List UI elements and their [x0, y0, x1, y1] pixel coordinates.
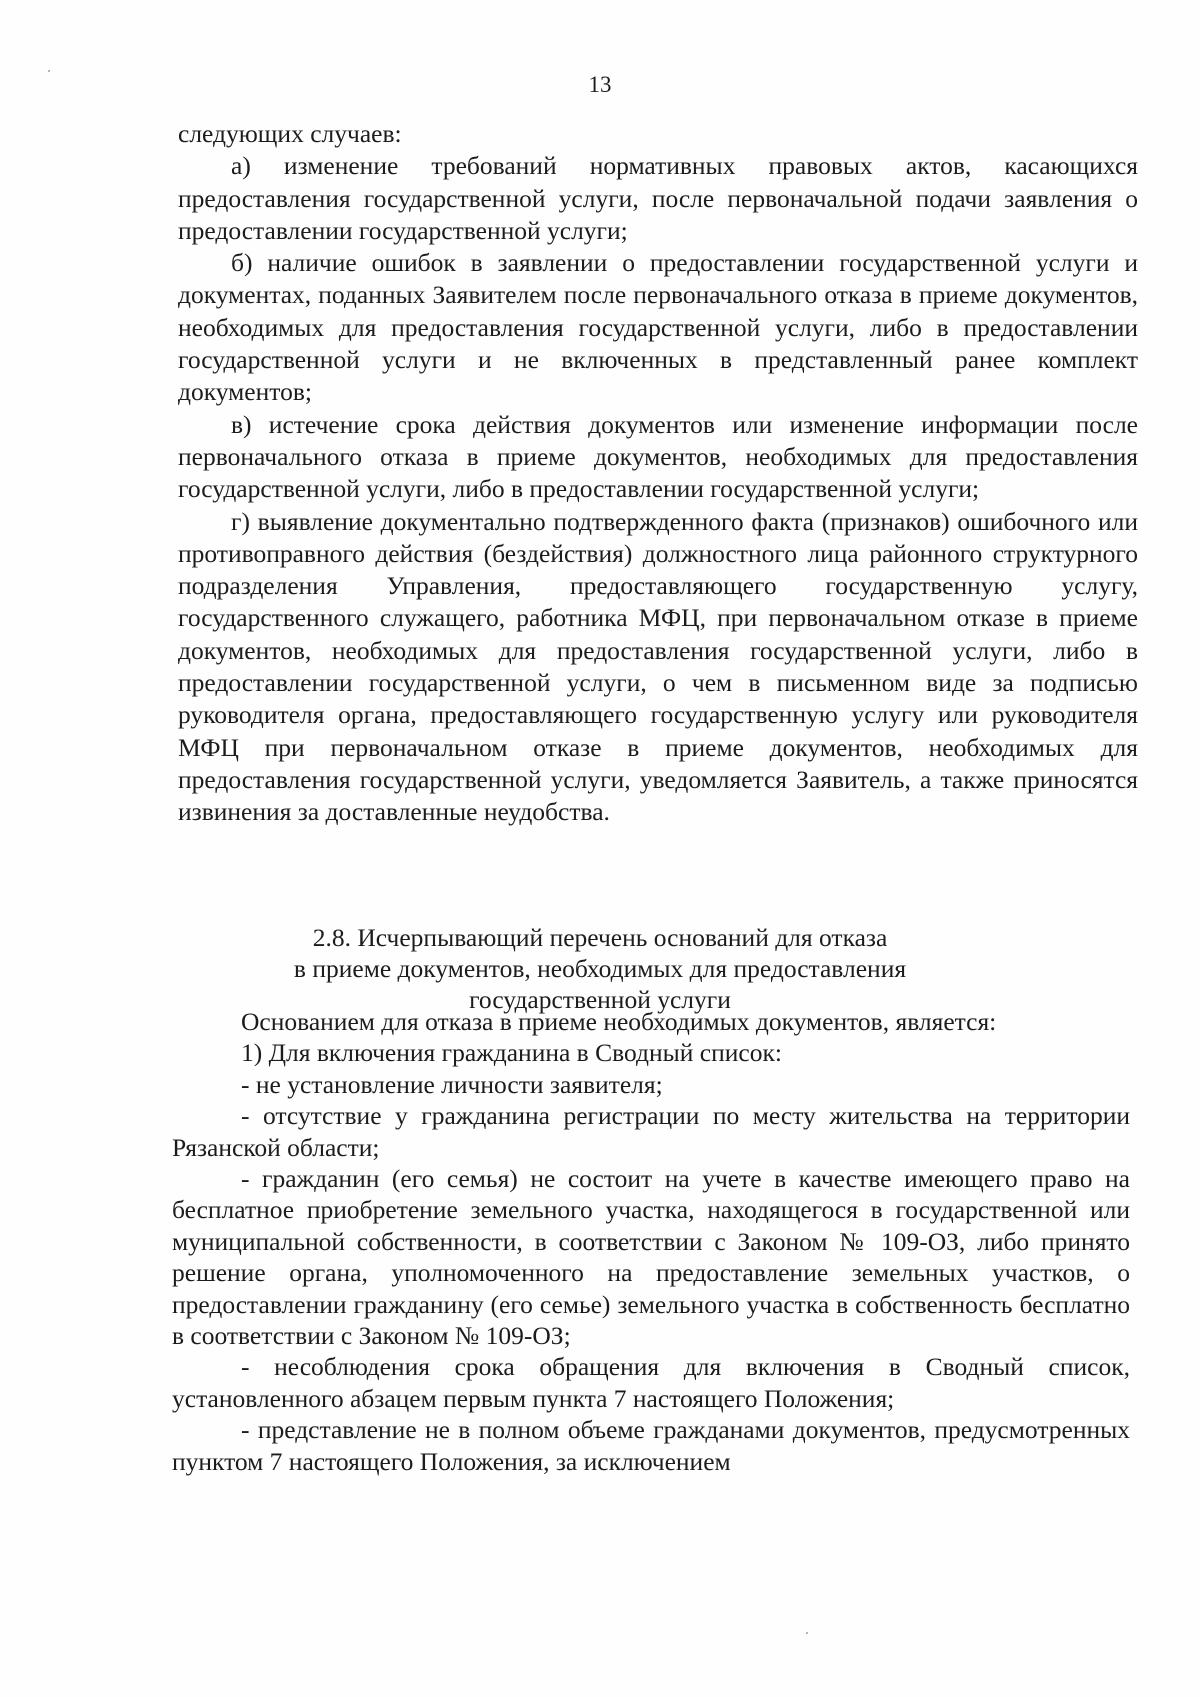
section-heading [200, 922, 1000, 1015]
text-block-cases [178, 118, 1138, 829]
text-block-grounds [172, 1006, 1130, 1477]
page-number: 13 [588, 72, 612, 97]
paragraph-case-a: а) изменение требований нормативных правовых актов, касающихся предоставления государственной услуги, после первоначальной подачи заявления о предоставлении государственной услуги; [178, 151, 1138, 245]
scan-speck [48, 70, 50, 72]
scan-speck [806, 1632, 808, 1634]
paragraph-case-b: б) наличие ошибок в заявлении о предоставлении государственной услуги и документах, поданных Заявителем после первоначального отказа в приеме документов, необходимых для предоставления государственной услуги, либо в предоставлении государственной услуги и не включенных в представленный ранее комплект документов; [178, 248, 1138, 407]
heading-line: государственной услуги [469, 985, 731, 1014]
heading-line: 2.8. Исчерпывающий перечень оснований для отказа [312, 923, 888, 952]
list-item: - несоблюдения срока обращения для включения в Сводный список, установленного абзацем первым пункта 7 настоящего Положения; [172, 1352, 1130, 1413]
paragraph-grounds-intro: Основанием для отказа в приеме необходимых документов, является: [241, 1007, 997, 1036]
heading-line: в приеме документов, необходимых для предоставления [293, 954, 907, 983]
paragraph-case-g: г) выявление документально подтвержденного факта (признаков) ошибочного или противоправного действия (бездействия) должностного лица районного структурного подразделения Управления, предоставляющего государственную услугу, государственного служащего, работника МФЦ, при первоначальном отказе в приеме документов, необходимых для предоставления государственной услуги, либо в предоставлении государственной услуги, о чем в письменном виде за подписью руководителя органа, предоставляющего государственную услугу или руководителя МФЦ при первоначальном отказе в приеме документов, необходимых для предоставления государственной услуги, уведомляется Заявитель, а также приносятся извинения за доставленные неудобства. [178, 506, 1138, 827]
paragraph-intro: следующих случаев: [178, 119, 402, 148]
paragraph-item-1: 1) Для включения гражданина в Сводный список: [241, 1038, 782, 1068]
list-item: - представление не в полном объеме гражданами документов, предусмотренных пунктом 7 настоящего Положения, за исключением [172, 1415, 1130, 1476]
list-item: - не установление личности заявителя; [241, 1069, 663, 1099]
paragraph-case-v: в) истечение срока действия документов или изменение информации после первоначального отказа в приеме документов, необходимых для предоставления государственной услуги, либо в предоставлении государственной услуги; [178, 409, 1138, 504]
list-item: - гражданин (его семья) не состоит на учете в качестве имеющего право на бесплатное приобретение земельного участка, находящегося в государственной или муниципальной собственности, в соответствии с Законом № 109-ОЗ, либо принято решение органа, уполномоченного на предоставление земельных участков, о предоставлении гражданину (его семье) земельного участка в собственность бесплатно в соответствии с Законом № 109-ОЗ; [172, 1164, 1130, 1351]
list-item: - отсутствие у гражданина регистрации по месту жительства на территории Рязанской области; [172, 1101, 1130, 1162]
